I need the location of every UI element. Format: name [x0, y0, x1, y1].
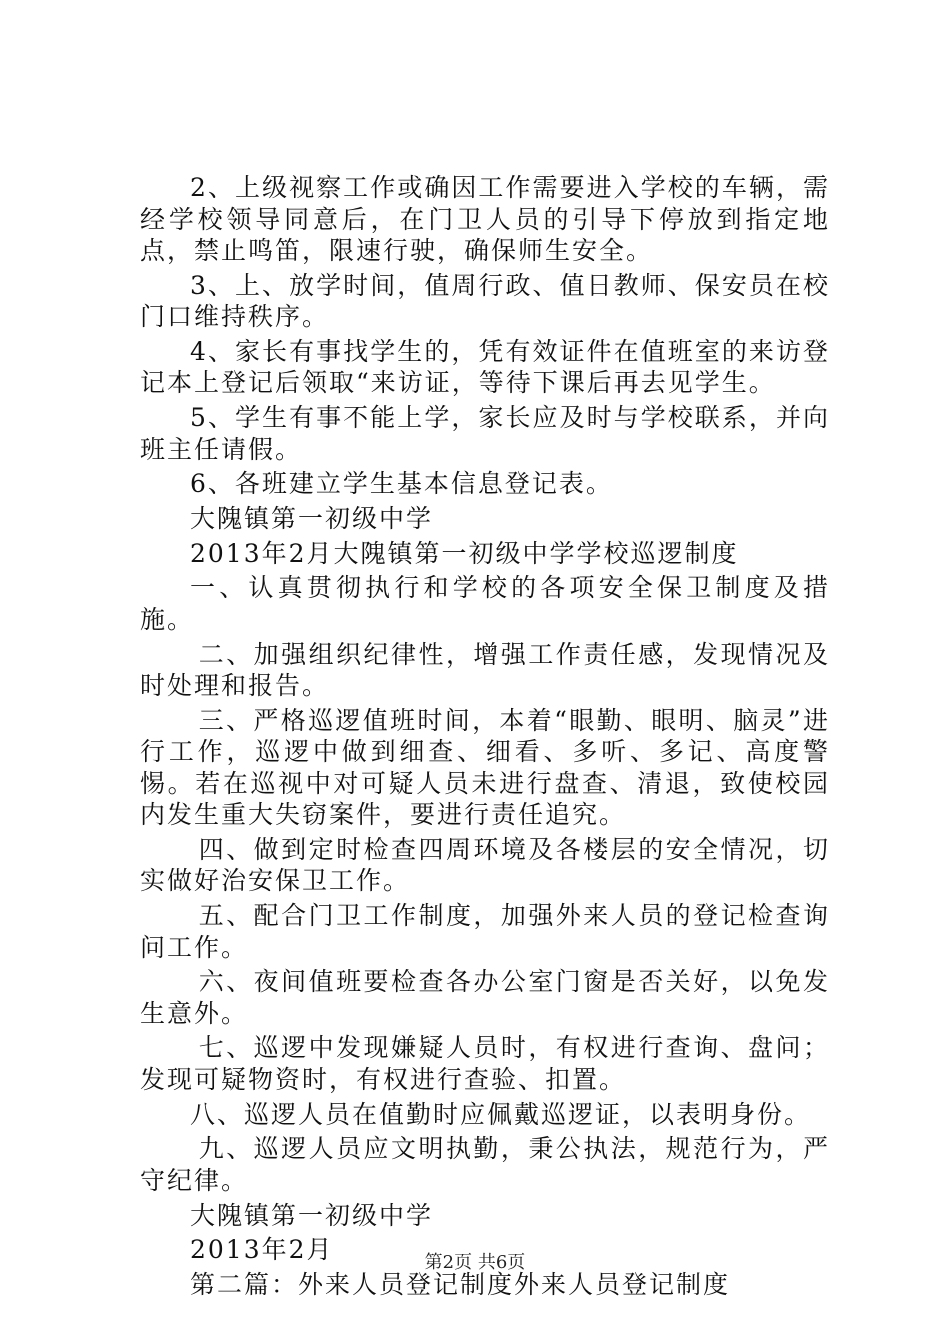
paragraph-parent-visit: 4、家长有事找学生的，凭有效证件在值班室的来访登记本上登记后领取“来访证，等待下课后再去见学生。 [140, 336, 830, 398]
paragraph-vehicle-entry: 2、上级视察工作或确因工作需要进入学校的车辆，需经学校领导同意后，在门卫人员的引导下停放到指定地点，禁止鸣笛，限速行驶，确保师生安全。 [140, 173, 830, 265]
patrol-rule-7: 七、巡逻中发现嫌疑人员时，有权进行查询、盘问；发现可疑物资时，有权进行查验、扣置。 [140, 1033, 830, 1094]
paragraph-school-hours-order: 3、上、放学时间，值周行政、值日教师、保安员在校门口维持秩序。 [140, 270, 830, 332]
page-number-footer: 第2页 共6页 [424, 1252, 526, 1273]
patrol-rule-5: 五、配合门卫工作制度，加强外来人员的登记检查询问工作。 [140, 901, 830, 962]
patrol-rule-9: 九、巡逻人员应文明执勤，秉公执法，规范行为，严守纪律。 [140, 1134, 830, 1195]
patrol-rule-3: 三、严格巡逻值班时间，本着“眼勤、眼明、脑灵”进行工作，巡逻中做到细查、细看、多听、多记、高度警惕。若在巡视中对可疑人员未进行盘查、清退，致使校园内发生重大失窃案件，要进行责任追究。 [140, 705, 830, 830]
patrol-rule-6: 六、夜间值班要检查各办公室门窗是否关好，以免发生意外。 [140, 967, 830, 1028]
patrol-rule-4: 四、做到定时检查四周环境及各楼层的安全情况，切实做好治安保卫工作。 [140, 834, 830, 896]
document-body [140, 172, 830, 1304]
section-title-patrol-rules: 2013年2月大隗镇第一初级中学学校巡逻制度 [190, 538, 739, 568]
patrol-rule-2: 二、加强组织纪律性，增强工作责任感，发现情况及时处理和报告。 [140, 639, 830, 700]
paragraph-student-info-form: 6、各班建立学生基本信息登记表。 [190, 469, 613, 499]
patrol-rule-1: 一、认真贯彻执行和学校的各项安全保卫制度及措施。 [140, 573, 830, 634]
signature-school-name-2: 大隗镇第一初级中学 [190, 1200, 434, 1230]
paragraph-student-leave: 5、学生有事不能上学，家长应及时与学校联系，并向班主任请假。 [140, 403, 830, 464]
next-section-title: 第二篇：外来人员登记制度外来人员登记制度 [190, 1269, 731, 1299]
signature-date: 2013年2月 [190, 1235, 334, 1265]
patrol-rule-8: 八、巡逻人员在值勤时应佩戴巡逻证，以表明身份。 [190, 1099, 812, 1129]
signature-school-name: 大隗镇第一初级中学 [190, 503, 434, 533]
